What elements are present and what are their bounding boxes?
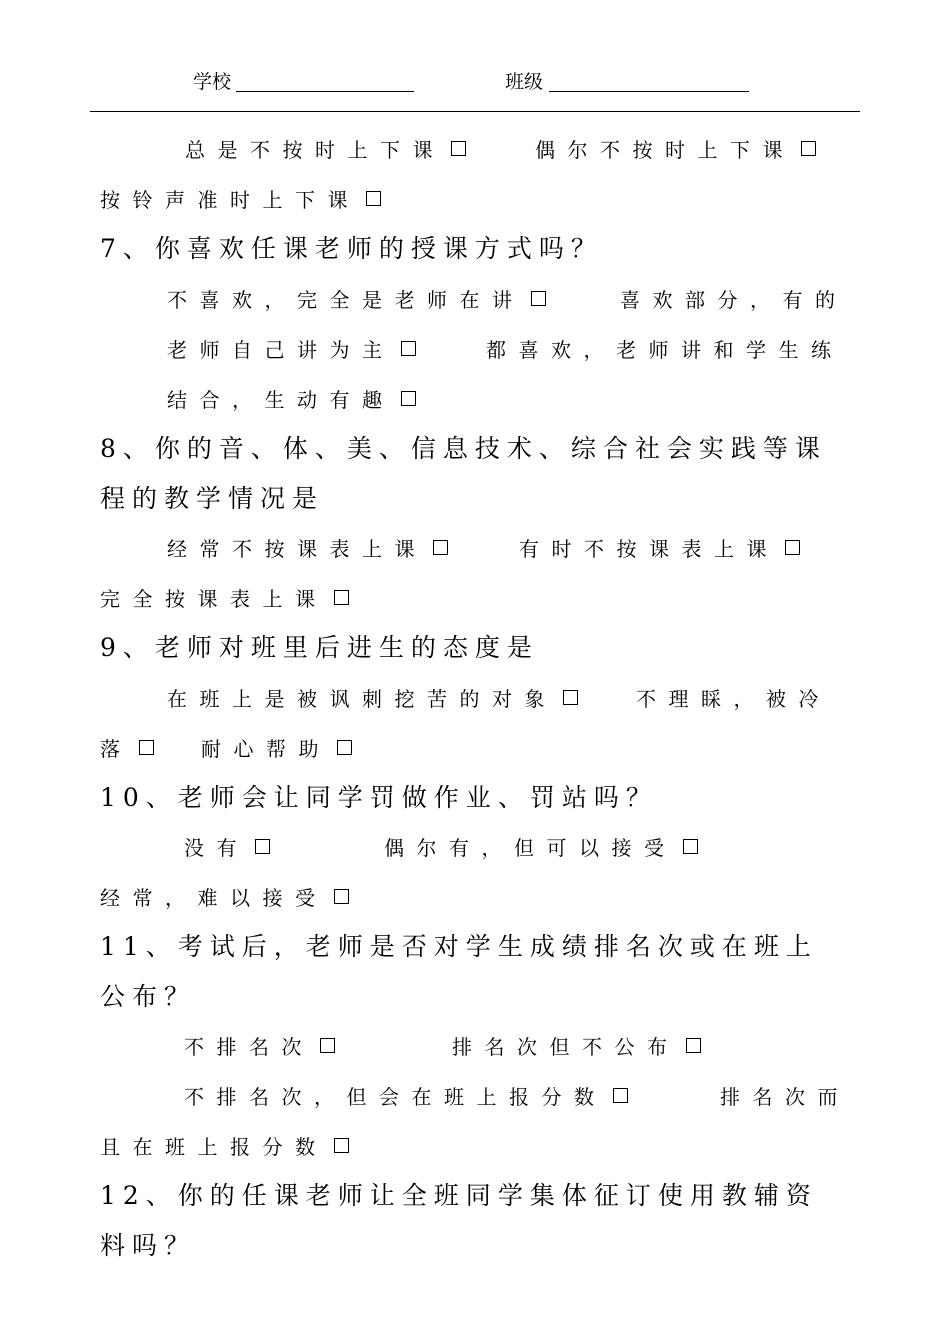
option-row — [100, 882, 349, 911]
option-label: 经常不按课表上课 — [167, 537, 427, 561]
option-row — [201, 733, 352, 762]
option-label: 经常，难以接受 — [100, 886, 328, 910]
class-blank-line[interactable] — [549, 91, 749, 92]
checkbox[interactable] — [563, 690, 578, 705]
option-row — [384, 832, 698, 861]
question-12: 12、你的任课老师让全班同学集体征订使用教辅资 — [100, 1181, 818, 1210]
checkbox[interactable] — [433, 540, 448, 555]
checkbox[interactable] — [613, 1088, 628, 1103]
checkbox[interactable] — [801, 141, 816, 156]
option-label: 不喜欢，完全是老师在讲 — [167, 288, 525, 312]
option-label: 耐心帮助 — [201, 737, 331, 761]
option-row — [167, 284, 546, 313]
option-row — [452, 1031, 701, 1060]
option-label: 不排名次 — [184, 1035, 314, 1059]
question-8-cont: 程的教学情况是 — [100, 484, 325, 513]
option-row — [519, 533, 800, 562]
option-row — [167, 533, 448, 562]
option-label: 按铃声准时上下课 — [100, 188, 360, 212]
option-row — [185, 134, 466, 163]
option-label: 在班上是被讽刺挖苦的对象 — [167, 687, 557, 711]
option-text: 都喜欢，老师讲和学生练 — [486, 338, 844, 362]
option-text: 排名次而 — [720, 1085, 850, 1109]
option-label: 有时不按课表上课 — [519, 537, 779, 561]
option-row — [184, 1081, 628, 1110]
option-row — [167, 384, 416, 413]
header-rule — [90, 111, 860, 112]
question-10: 10、老师会让同学罚做作业、罚站吗？ — [100, 783, 658, 812]
class-label: 班级 — [505, 71, 544, 93]
option-row — [100, 733, 154, 762]
option-label: 完全按课表上课 — [100, 587, 328, 611]
checkbox[interactable] — [334, 889, 349, 904]
option-label: 结合，生动有趣 — [167, 388, 395, 412]
checkbox[interactable] — [451, 141, 466, 156]
checkbox[interactable] — [366, 191, 381, 206]
checkbox[interactable] — [785, 540, 800, 555]
checkbox[interactable] — [531, 291, 546, 306]
option-row — [167, 334, 416, 363]
option-row — [184, 1031, 335, 1060]
question-12-cont: 料吗？ — [100, 1231, 197, 1260]
option-label: 且在班上报分数 — [100, 1135, 328, 1159]
checkbox[interactable] — [334, 590, 349, 605]
option-text: 喜欢部分，有的 — [620, 288, 848, 312]
option-label: 没有 — [184, 836, 249, 860]
option-label: 总是不按时上下课 — [185, 138, 445, 162]
question-8: 8、你的音、体、美、信息技术、综合社会实践等课 — [100, 434, 827, 463]
option-row — [535, 134, 816, 163]
option-label: 偶尔不按时上下课 — [535, 138, 795, 162]
option-label: 落 — [100, 737, 133, 761]
option-row — [167, 683, 578, 712]
checkbox[interactable] — [686, 1038, 701, 1053]
option-row — [100, 184, 381, 213]
option-row — [100, 1131, 349, 1160]
option-label: 老师自己讲为主 — [167, 338, 395, 362]
question-9: 9、老师对班里后进生的态度是 — [100, 633, 539, 662]
option-label: 排名次但不公布 — [452, 1035, 680, 1059]
question-11: 11、考试后，老师是否对学生成绩排名次或在班上 — [100, 932, 818, 961]
option-text: 不理睬，被冷 — [636, 687, 831, 711]
checkbox[interactable] — [255, 839, 270, 854]
checkbox[interactable] — [401, 341, 416, 356]
checkbox[interactable] — [401, 391, 416, 406]
question-11-cont: 公布？ — [100, 982, 197, 1011]
option-label: 偶尔有，但可以接受 — [384, 836, 677, 860]
option-row — [184, 832, 270, 861]
school-blank-line[interactable] — [236, 91, 414, 92]
checkbox[interactable] — [683, 839, 698, 854]
school-label: 学校 — [193, 71, 232, 93]
question-7: 7、你喜欢任课老师的授课方式吗？ — [100, 234, 603, 263]
checkbox[interactable] — [337, 740, 352, 755]
checkbox[interactable] — [334, 1138, 349, 1153]
checkbox[interactable] — [320, 1038, 335, 1053]
checkbox[interactable] — [139, 740, 154, 755]
option-row — [100, 583, 349, 612]
option-label: 不排名次，但会在班上报分数 — [184, 1085, 607, 1109]
